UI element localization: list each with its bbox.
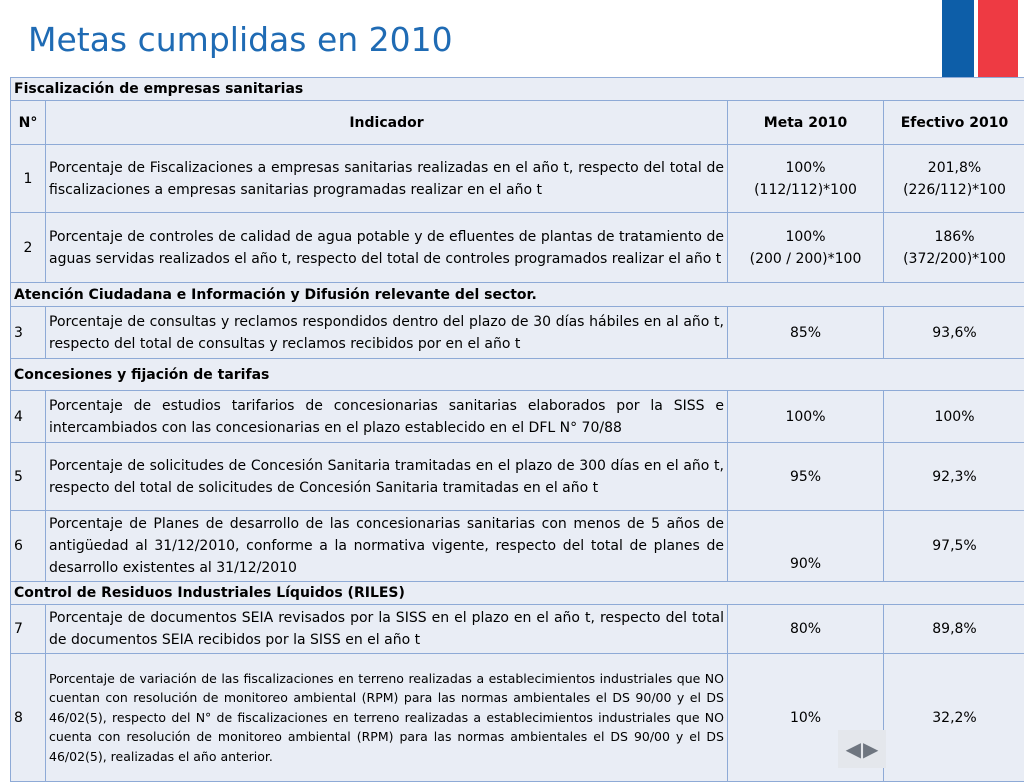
- section-title: Fiscalización de empresas sanitarias: [11, 78, 1024, 101]
- section-title: Atención Ciudadana e Información y Difusión relevante del sector.: [11, 283, 1024, 307]
- meta-formula: (112/112)*100: [754, 182, 857, 198]
- row-num: 4: [11, 391, 46, 443]
- row-efectivo: 97,5%: [884, 511, 1024, 582]
- header-row: [11, 101, 1024, 145]
- table-row: [11, 213, 1024, 283]
- section-row: [11, 582, 1024, 605]
- row-efectivo: 89,8%: [884, 605, 1024, 654]
- header-meta: Meta 2010: [728, 101, 884, 145]
- row-meta: [728, 145, 884, 213]
- table-row: [11, 391, 1024, 443]
- section-row: [11, 283, 1024, 307]
- header-indicador: Indicador: [46, 101, 728, 145]
- row-indicador: Porcentaje de documentos SEIA revisados por la SISS en el plazo en el año t, respecto del total de documentos SEIA recibidos por la SISS en el año t: [46, 605, 728, 654]
- flag-red-stripe: [978, 0, 1018, 78]
- row-efectivo: [884, 145, 1024, 213]
- row-meta: 100%: [728, 391, 884, 443]
- row-num: 2: [11, 213, 46, 283]
- table-row: [11, 443, 1024, 511]
- row-efectivo: 92,3%: [884, 443, 1024, 511]
- row-indicador: Porcentaje de Planes de desarrollo de las concesionarias sanitarias con menos de 5 años de antigüedad al 31/12/2010, conforme a la normativa vigente, respecto del total de planes de desarrollo existentes al 31/12/2010: [46, 511, 728, 582]
- arrow-left-icon[interactable]: ◀: [846, 737, 861, 761]
- header-num: N°: [11, 101, 46, 145]
- efectivo-value: 186%: [934, 229, 974, 245]
- meta-formula: (200 / 200)*100: [750, 251, 862, 267]
- metas-table: [10, 77, 1024, 782]
- row-efectivo: [884, 213, 1024, 283]
- table-row: [11, 605, 1024, 654]
- row-num: 6: [11, 511, 46, 582]
- section-title: Control de Residuos Industriales Líquidos (RILES): [11, 582, 1024, 605]
- row-meta: 85%: [728, 307, 884, 359]
- table-row: [11, 145, 1024, 213]
- row-meta: 10%: [728, 654, 884, 782]
- row-indicador: Porcentaje de controles de calidad de agua potable y de efluentes de plantas de tratamiento de aguas servidas realizados el año t, respecto del total de controles programados realizar el año t: [46, 213, 728, 283]
- page-title: Metas cumplidas en 2010: [28, 20, 453, 59]
- efectivo-value: 201,8%: [928, 160, 981, 176]
- efectivo-formula: (372/200)*100: [903, 251, 1006, 267]
- row-num: 8: [11, 654, 46, 782]
- row-meta: 95%: [728, 443, 884, 511]
- section-row: [11, 359, 1024, 391]
- row-meta: 90%: [728, 511, 884, 582]
- row-efectivo: 100%: [884, 391, 1024, 443]
- section-title: Concesiones y fijación de tarifas: [11, 359, 1024, 391]
- flag-blue-stripe: [942, 0, 974, 78]
- row-indicador: Porcentaje de solicitudes de Concesión Sanitaria tramitadas en el plazo de 300 días en el año t, respecto del total de solicitudes de Concesión Sanitaria tramitadas en el año t: [46, 443, 728, 511]
- arrow-right-icon[interactable]: ▶: [863, 737, 878, 761]
- header-efectivo: Efectivo 2010: [884, 101, 1024, 145]
- row-num: 5: [11, 443, 46, 511]
- row-indicador: Porcentaje de variación de las fiscalizaciones en terreno realizadas a establecimientos industriales que NO cuentan con resolución de monitoreo ambiental (RPM) para las normas ambientales el DS 90/00 y el DS 46/02(5), respecto del N° de fiscalizaciones en terreno realizadas a establecimientos industriales que NO cuenta con resolución de monitoreo ambiental (RPM) para las normas ambientales el DS 90/00 y el DS 46/02(5), realizadas el año anterior.: [46, 654, 728, 782]
- table-row: [11, 511, 1024, 582]
- row-indicador: Porcentaje de consultas y reclamos respondidos dentro del plazo de 30 días hábiles en al año t, respecto del total de consultas y reclamos recibidos por en el año t: [46, 307, 728, 359]
- efectivo-formula: (226/112)*100: [903, 182, 1006, 198]
- row-num: 3: [11, 307, 46, 359]
- row-meta: 80%: [728, 605, 884, 654]
- row-indicador: Porcentaje de estudios tarifarios de concesionarias sanitarias elaborados por la SISS e intercambiados con las concesionarias en el plazo establecido en el DFL N° 70/88: [46, 391, 728, 443]
- row-efectivo: 93,6%: [884, 307, 1024, 359]
- slide-navigation: [838, 730, 886, 768]
- meta-value: 100%: [785, 229, 825, 245]
- section-row: [11, 78, 1024, 101]
- row-efectivo: 32,2%: [884, 654, 1024, 782]
- table-row: [11, 307, 1024, 359]
- row-indicador: Porcentaje de Fiscalizaciones a empresas sanitarias realizadas en el año t, respecto del total de fiscalizaciones a empresas sanitarias programadas realizar en el año t: [46, 145, 728, 213]
- row-num: 7: [11, 605, 46, 654]
- row-meta: [728, 213, 884, 283]
- meta-value: 100%: [785, 160, 825, 176]
- row-num: 1: [11, 145, 46, 213]
